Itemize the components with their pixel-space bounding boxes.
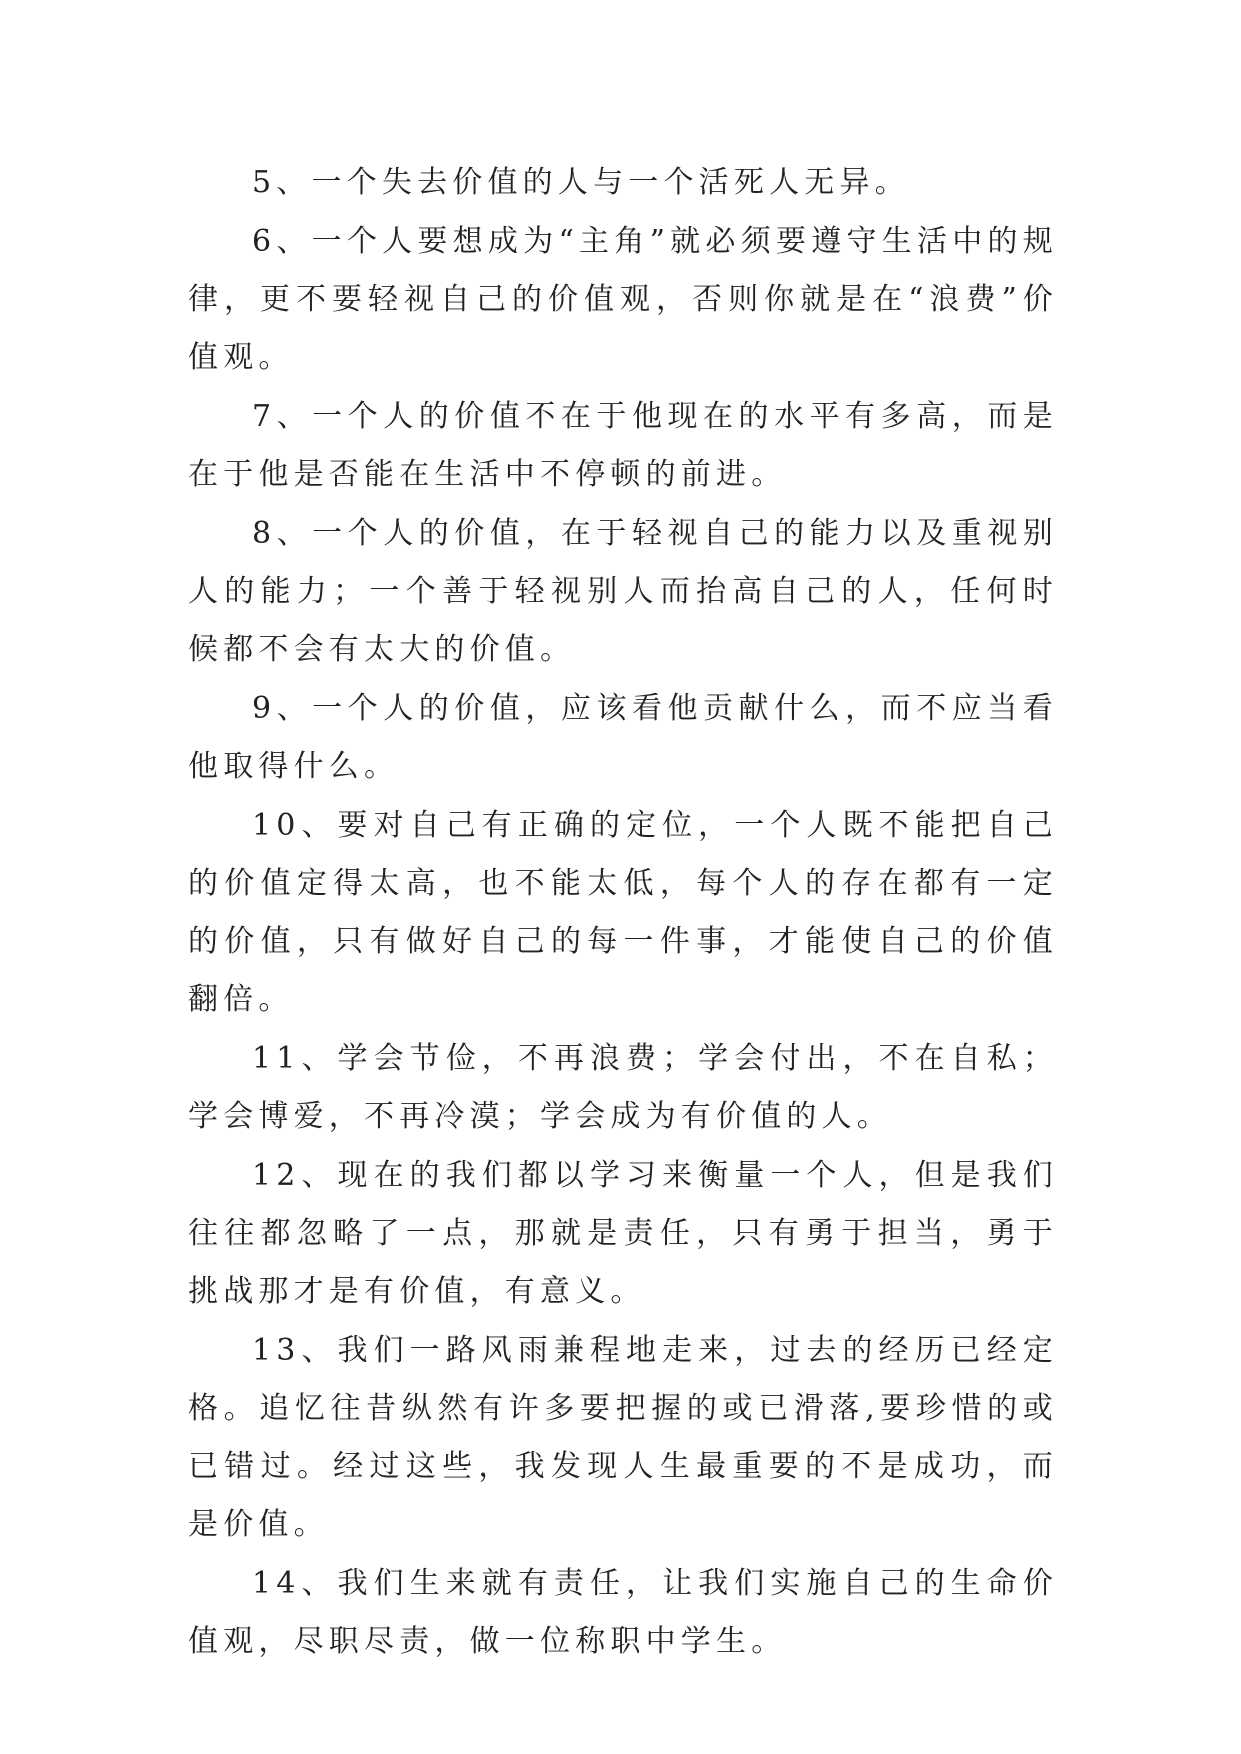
paragraph-13: 13、我们一路风雨兼程地走来，过去的经历已经定格。追忆往昔纵然有许多要把握的或已滑落,要珍惜的或已错过。经过这些，我发现人生最重要的不是成功，而是价值。 bbox=[188, 1333, 1058, 1542]
paragraph-7: 7、一个人的价值不在于他现在的水平有多高，而是在于他是否能在生活中不停顿的前进。 bbox=[188, 399, 1058, 492]
paragraph-5: 5、一个失去价值的人与一个活死人无异。 bbox=[252, 165, 910, 200]
document-body bbox=[188, 154, 1058, 1672]
paragraph-8: 8、一个人的价值，在于轻视自己的能力以及重视别人的能力；一个善于轻视别人而抬高自己的人，任何时候都不会有太大的价值。 bbox=[188, 516, 1058, 667]
paragraph-6: 6、一个人要想成为“主角”就必须要遵守生活中的规律，更不要轻视自己的价值观，否则你就是在“浪费”价值观。 bbox=[188, 224, 1058, 375]
paragraph-12: 12、现在的我们都以学习来衡量一个人，但是我们往往都忽略了一点，那就是责任，只有勇于担当，勇于挑战那才是有价值，有意义。 bbox=[188, 1158, 1058, 1309]
paragraph-14: 14、我们生来就有责任，让我们实施自己的生命价值观，尽职尽责，做一位称职中学生。 bbox=[188, 1566, 1058, 1659]
paragraph-9: 9、一个人的价值，应该看他贡献什么，而不应当看他取得什么。 bbox=[188, 691, 1058, 784]
paragraph-11: 11、学会节俭，不再浪费；学会付出，不在自私；学会博爱，不再冷漠；学会成为有价值的人。 bbox=[188, 1041, 1058, 1134]
paragraph-10: 10、要对自己有正确的定位，一个人既不能把自己的价值定得太高，也不能太低，每个人的存在都有一定的价值，只有做好自己的每一件事，才能使自己的价值翻倍。 bbox=[188, 808, 1058, 1017]
